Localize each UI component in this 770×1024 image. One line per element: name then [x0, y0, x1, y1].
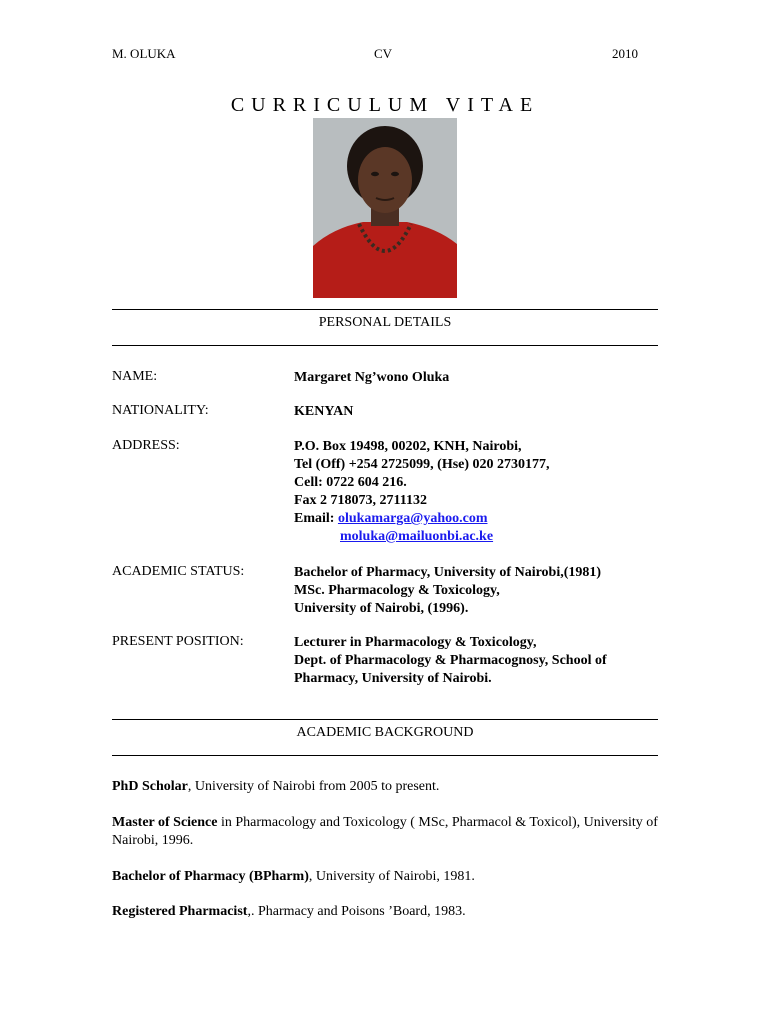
- email-link-yahoo[interactable]: olukamarga@yahoo.com: [337, 511, 488, 526]
- personal-details-heading: PERSONAL DETAILS: [318, 315, 452, 330]
- present-position-label: PRESENT POSITION:: [112, 634, 244, 649]
- email-line: [294, 528, 550, 546]
- academic-item: [112, 778, 658, 796]
- nationality-value: KENYAN: [294, 404, 354, 419]
- header-year: 2010: [612, 46, 638, 61]
- address-line: Tel (Off) +254 2725099, (Hse) 020 2730177,: [294, 457, 550, 472]
- address-value: [294, 438, 550, 546]
- academic-status-line: Bachelor of Pharmacy, University of Nairobi,(1981): [294, 565, 602, 580]
- academic-item-detail: ,. Pharmacy and Poisons ’Board, 1983.: [247, 904, 466, 919]
- academic-item-detail: , University of Nairobi from 2005 to present.: [187, 779, 440, 794]
- address-line: Cell: 0722 604 216.: [294, 475, 407, 490]
- present-position-line: Lecturer in Pharmacology & Toxicology,: [294, 635, 537, 650]
- nationality-label: NATIONALITY:: [112, 403, 209, 418]
- name-value: Margaret Ng’wono Oluka: [294, 370, 450, 385]
- address-line: P.O. Box 19498, 00202, KNH, Nairobi,: [294, 439, 522, 454]
- academic-item-detail: , University of Nairobi, 1981.: [308, 869, 475, 884]
- academic-item-title: Registered Pharmacist: [112, 904, 248, 919]
- academic-status-label: ACADEMIC STATUS:: [112, 564, 245, 579]
- academic-item: [112, 868, 658, 886]
- divider: [112, 719, 658, 720]
- divider: [112, 309, 658, 310]
- academic-status-value: [294, 564, 601, 618]
- academic-item: [112, 814, 658, 850]
- present-position-line: Pharmacy, University of Nairobi.: [294, 671, 492, 686]
- email-link-uonbi[interactable]: moluka@mailuonbi.ac.ke: [340, 529, 494, 544]
- address-label: ADDRESS:: [112, 438, 180, 453]
- academic-item: [112, 903, 658, 921]
- address-line: Fax 2 718073, 2711132: [294, 493, 428, 508]
- academic-status-line: University of Nairobi, (1996).: [294, 601, 469, 616]
- present-position-value: [294, 634, 607, 688]
- document-title: CURRICULUM VITAE: [230, 94, 540, 116]
- portrait-photo: [313, 118, 457, 298]
- academic-item-title: PhD Scholar: [112, 779, 188, 794]
- header-author: M. OLUKA: [112, 46, 176, 61]
- header-doc-type: CV: [374, 46, 393, 61]
- academic-background-heading: ACADEMIC BACKGROUND: [296, 725, 474, 740]
- divider: [112, 755, 658, 756]
- email-line: [294, 510, 550, 528]
- divider: [112, 345, 658, 346]
- email-label: Email:: [294, 511, 338, 526]
- academic-status-line: MSc. Pharmacology & Toxicology,: [294, 583, 500, 598]
- academic-item-title: Bachelor of Pharmacy (BPharm): [112, 869, 309, 884]
- name-label: NAME:: [112, 369, 158, 384]
- academic-item-title: Master of Science: [112, 815, 218, 830]
- present-position-line: Dept. of Pharmacology & Pharmacognosy, School of: [294, 653, 607, 668]
- academic-item-detail: in Pharmacology and Toxicology ( MSc, Pharmacol & Toxicol), University of Nairobi, 1996.: [112, 815, 658, 848]
